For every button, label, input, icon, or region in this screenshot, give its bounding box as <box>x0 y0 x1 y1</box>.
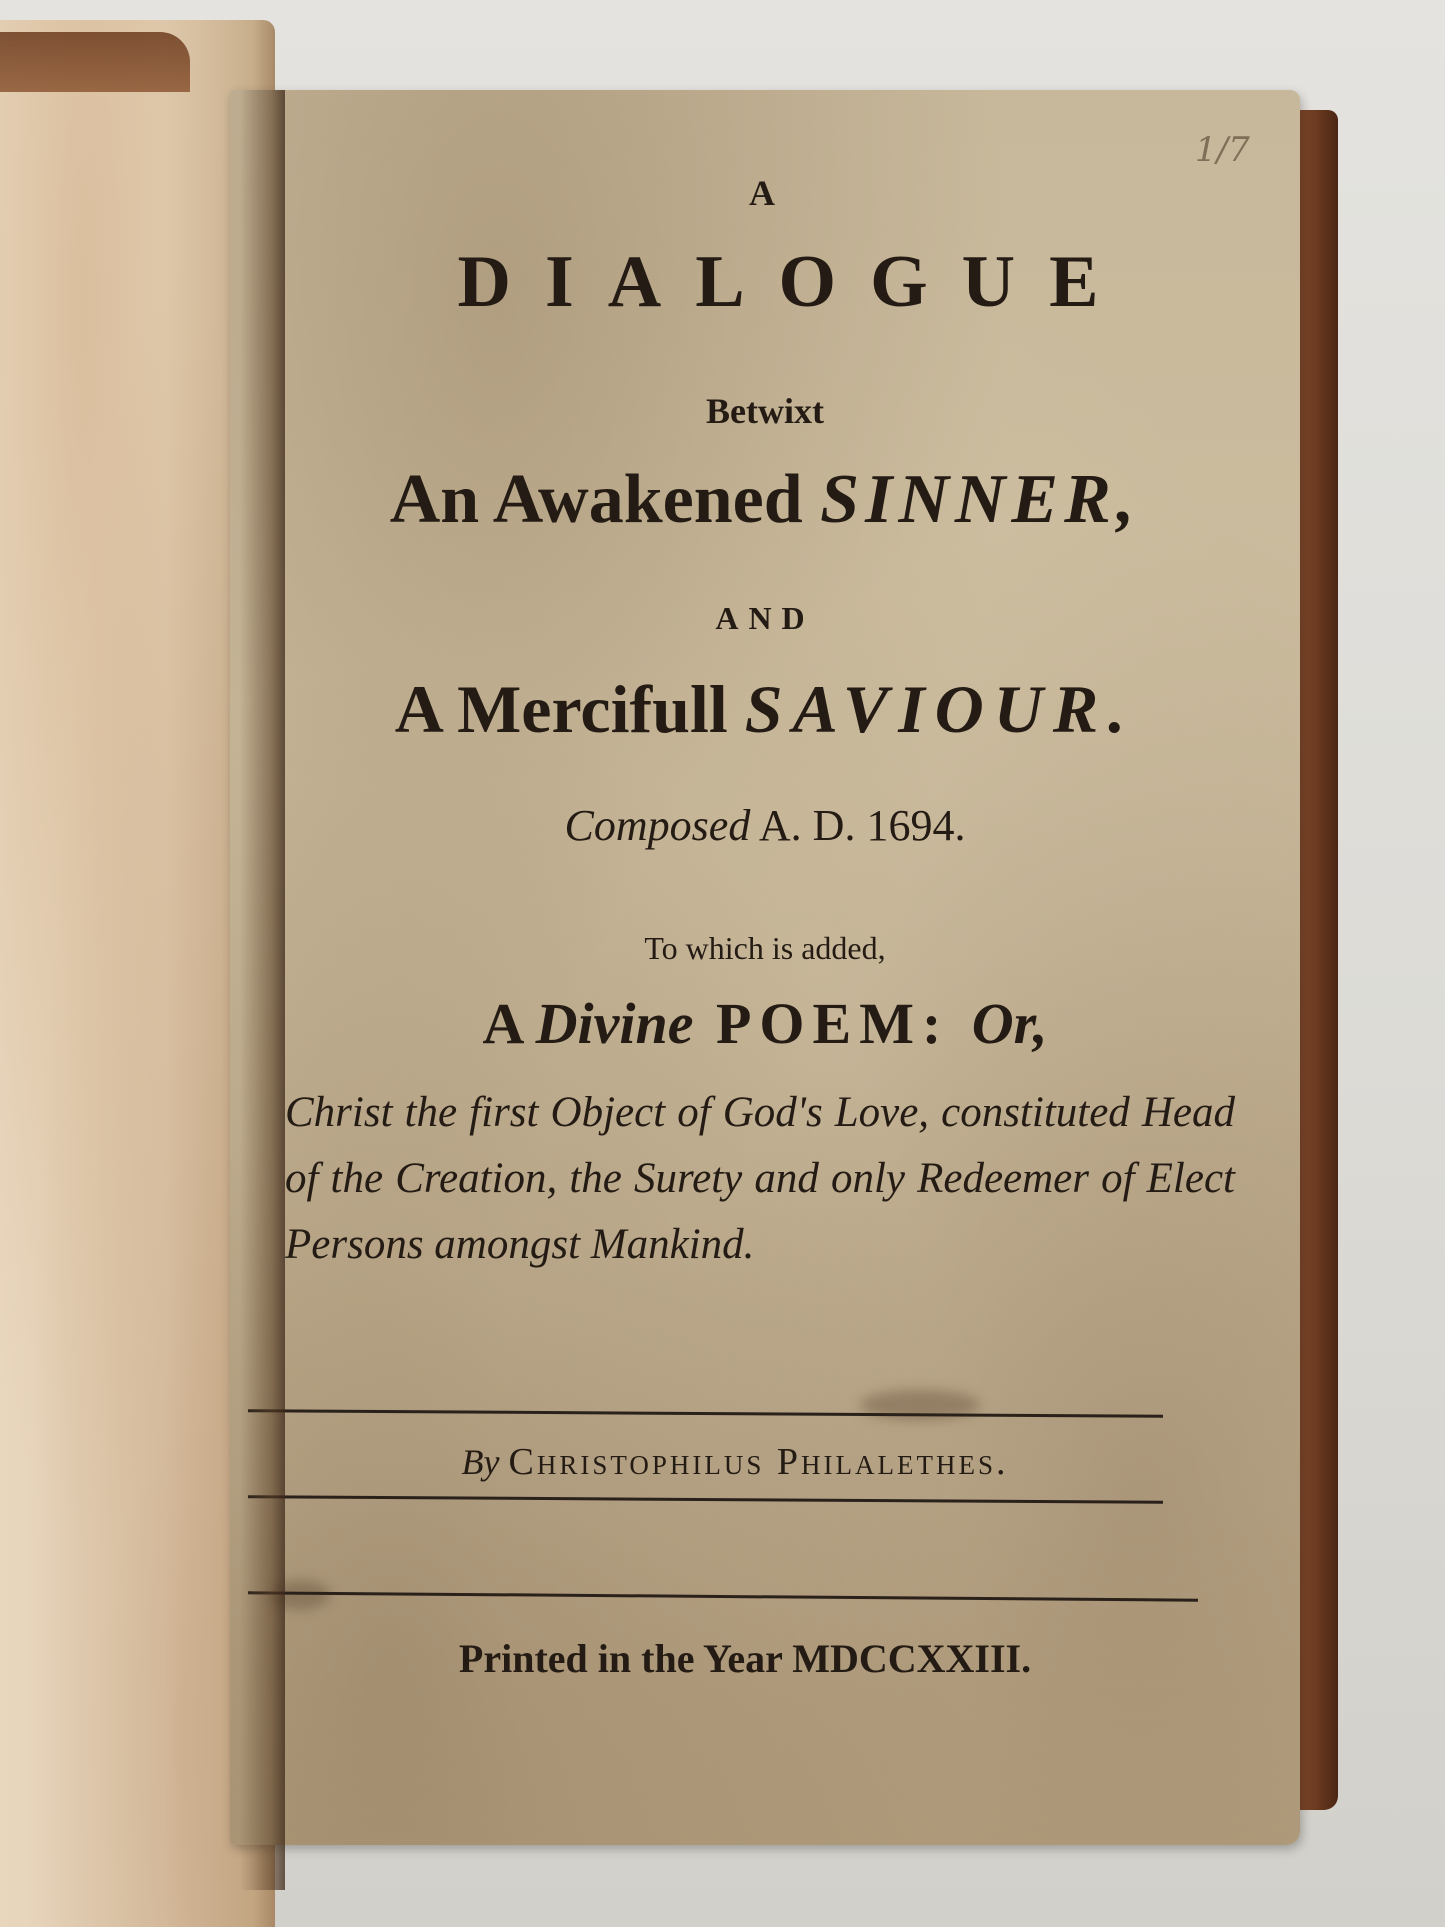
title-heading: DIALOGUE <box>457 241 1133 323</box>
added-line: To which is added, <box>644 930 886 966</box>
composed-word: Composed <box>564 801 751 850</box>
author-name: Christophilus Philalethes. <box>508 1441 1009 1483</box>
saviour-word: SAVIOUR. <box>744 671 1136 747</box>
poem-prefix: A <box>482 991 536 1056</box>
author-line <box>200 1440 1270 1484</box>
left-page-cover-corner <box>0 32 190 92</box>
composed-date: A. D. 1694. <box>750 801 966 850</box>
title-betwixt: Betwixt <box>706 391 824 431</box>
author-by: By <box>461 1442 509 1482</box>
title-saviour-line <box>230 670 1300 749</box>
poem-description: Christ the first Object of God's Love, constituted Head of the Creation, the Surety and only Redeemer of Elect Persons amongst Mankind. <box>285 1089 1235 1268</box>
imprint-line: Printed in the Year MDCCXXIII. <box>458 1636 1032 1681</box>
poem-or: Or, <box>971 991 1048 1056</box>
book-gutter <box>240 90 285 1890</box>
title-sinner-line <box>230 460 1300 540</box>
saviour-prefix: A Mercifull <box>394 671 745 747</box>
poem-word: POEM: <box>693 991 972 1056</box>
corner-mark: 1/7 <box>1195 130 1250 170</box>
sinner-prefix: An Awakened <box>389 461 821 538</box>
rule-top <box>248 1409 1163 1418</box>
rule-middle <box>248 1495 1163 1504</box>
title-and: AND <box>715 600 815 636</box>
composed-line <box>230 800 1300 851</box>
title-article: A <box>749 173 781 213</box>
rule-bottom <box>248 1591 1198 1601</box>
poem-line <box>230 990 1300 1057</box>
title-page <box>230 90 1300 1845</box>
sinner-word: SINNER, <box>820 461 1141 538</box>
poem-divine: Divine <box>535 991 694 1056</box>
